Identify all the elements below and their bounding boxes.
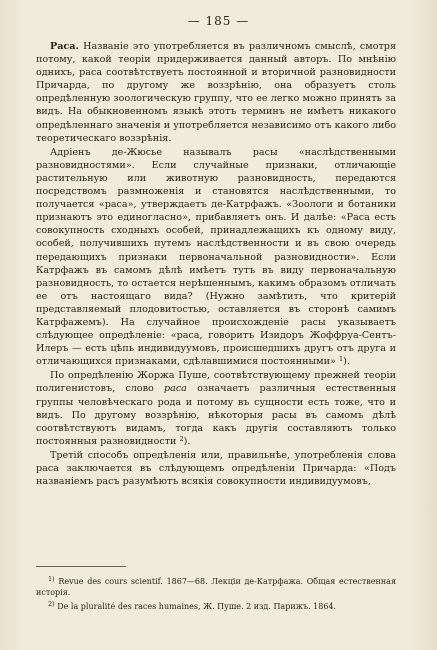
footnote-number-paren: ) bbox=[52, 575, 55, 583]
footnote-marker-paren: ) bbox=[183, 435, 188, 447]
footnote-marker-2[interactable]: 2 bbox=[179, 434, 184, 443]
paragraph-end: . bbox=[346, 356, 350, 368]
footnote-number: 1 bbox=[48, 575, 53, 583]
paragraph-text-cont: означаетъ различныя естественныя группы человѣческаго рода и потому въ сущности есть тоже, что и видъ. По другому воззрѣнію, нѣкоторыя расы въ самомъ дѣлѣ соотвѣтствуютъ видамъ, тогда какъ другія составляютъ только постоянныя разновидности bbox=[36, 383, 397, 447]
main-text bbox=[36, 40, 396, 488]
paragraph-text: По опредѣленію Жоржа Пуше, соотвѣтствующему прежней теоріи полигенистовъ, слово bbox=[36, 370, 396, 395]
footnote-divider bbox=[36, 566, 126, 567]
footnote-number-paren: ) bbox=[52, 599, 55, 608]
paragraph-text: Третій способъ опредѣленія или, правильнѣе, употребленія слова раса заключается въ слѣдующемъ опредѣленіи Причарда: «Подъ названіемъ расъ разумѣютъ всякія совокупности индивидуумовъ, bbox=[36, 449, 396, 488]
footnote-2 bbox=[36, 599, 396, 612]
paragraph-jussieu-quatrefages bbox=[36, 146, 396, 369]
footnote-marker-1[interactable]: 1 bbox=[338, 355, 344, 364]
footnote-text: De la pluralité des races humaines, Ж. Пуше. 2 изд. Парижъ. 1864. bbox=[57, 601, 337, 611]
footnote-number: 2 bbox=[48, 599, 53, 608]
footnotes bbox=[36, 574, 396, 612]
paragraph-text: Адріенъ де-Жюсье называлъ расы «наслѣдственными разновидностями». Если случайные признаки, отличающіе растительную или животную разновидность, передаются посредствомъ размноженія и становятся наслѣдственными, то получается «раса», утверждаетъ де-Катрфажъ. «Зоологи и ботаники признаютъ это единогласно», прибавляетъ онъ. И далѣе: «Раса есть совокупность сходныхъ особей, принадлежащихъ къ одному виду, особей, получившихъ путемъ наслѣдственности и въ свою очередь передающихъ признаки первоначальной разновидности». Если Катрфажъ въ самомъ дѣлѣ имѣетъ тутъ въ виду первоначальную разновидность, то остается нерѣшеннымъ, какимъ образомъ отличать ее отъ настоящаго вида? (Нужно замѣтить, что критерій представляемый плодовитостью, оставляется въ сторонѣ самимъ Катрфажемъ). На случайное происхожденіе расы указываетъ слѣдующее опредѣленіе: «раса, говоритъ Изидоръ Жоффруа-Сентъ-Илеръ — есть цѣпь индивидуумовъ, происшедшихъ другъ отъ друга и отличающихся признаками, сдѣлавшимися постоянными» bbox=[36, 146, 396, 368]
paragraph-pouchet bbox=[36, 369, 396, 448]
term-heading: Раса. bbox=[50, 41, 79, 52]
paragraph-text: Названіе это употребляется въ различномъ смыслѣ, смотря потому, какой теоріи придерживается данный авторъ. По мнѣнію однихъ, раса соотвѣтствуетъ постоянной и вторичной разновидности Причарда, по другому же воззрѣнію, она образуетъ столь опредѣленную зоологическую группу, что ее легко можно принять за видъ. На обыкновенномъ языкѣ этотъ терминъ не имѣетъ никакого опредѣленнаго значенія и употребляется независимо отъ какого либо теоретическаго воззрѣнія. bbox=[36, 41, 397, 144]
italic-term: раса bbox=[163, 383, 187, 395]
footnote-marker-paren: ) bbox=[343, 356, 347, 368]
paragraph-race-definition bbox=[36, 40, 396, 145]
paragraph-prichard bbox=[36, 449, 396, 488]
paragraph-end: . bbox=[187, 435, 191, 447]
page-number: — 185 — bbox=[187, 14, 250, 28]
footnote-text: Revue des cours scientif. 1867—68. Лекціи де-Катрфажа. Общая естественная исторія. bbox=[36, 577, 396, 598]
footnote-1 bbox=[36, 574, 396, 599]
